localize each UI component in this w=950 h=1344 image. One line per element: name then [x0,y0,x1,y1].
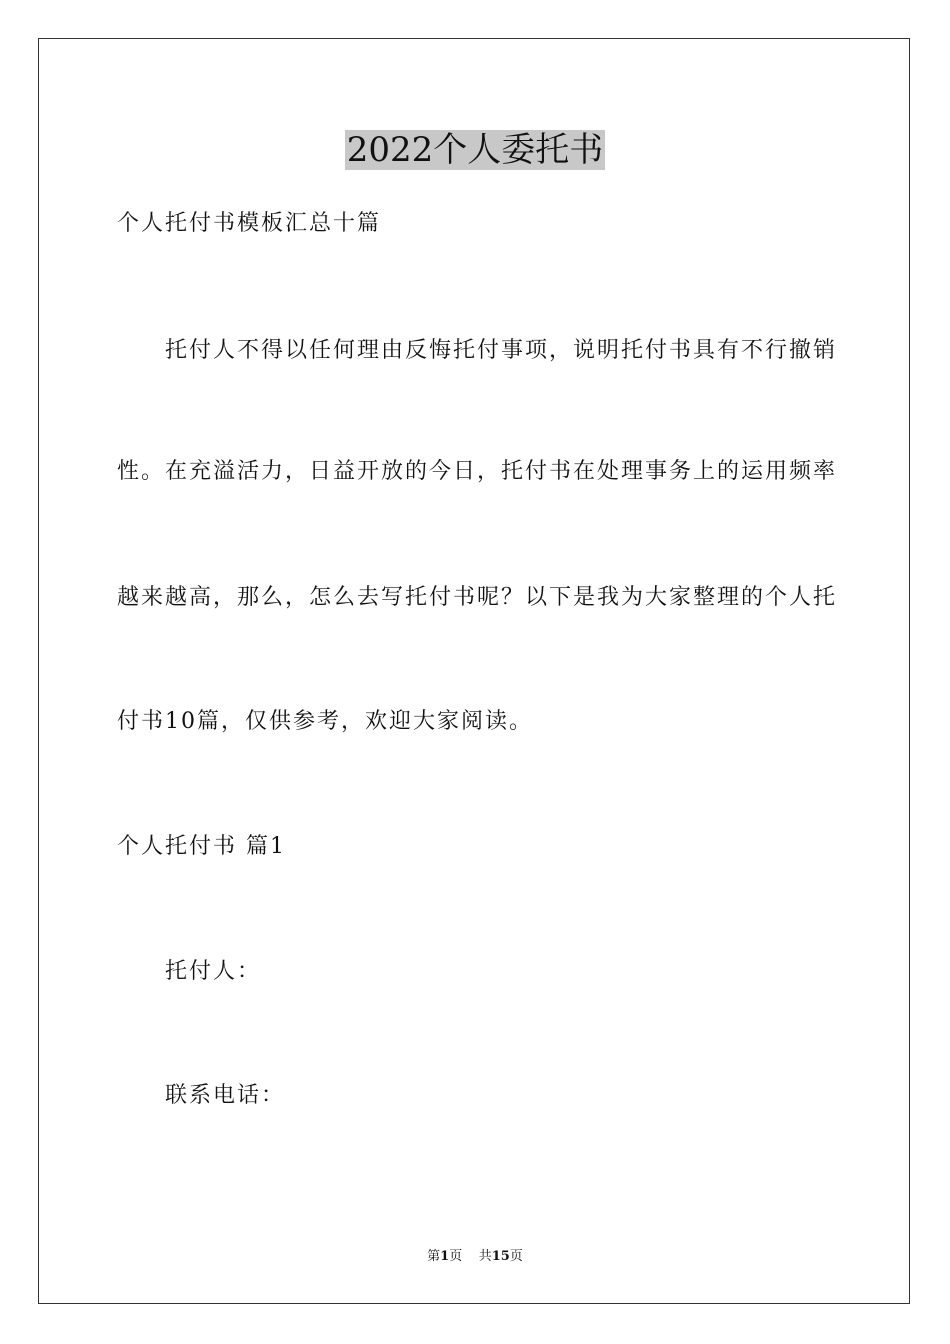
field-label-phone: 联系电话： [165,1083,286,1108]
footer-prefix: 第 [427,1249,441,1264]
document-title [0,128,950,172]
intro-line-3: 越来越高，那么，怎么去写托付书呢？以下是我为大家整理的个人托 [117,585,838,610]
footer-total-pages: 15 [491,1249,510,1264]
footer-page-number: 1 [440,1249,450,1264]
intro-line-4: 付书10篇，仅供参考，欢迎大家阅读。 [117,709,533,734]
title-text: 2022个人委托书 [346,130,604,170]
field-label-principal: 托付人： [165,959,262,984]
footer-middle: 页 共 [449,1249,492,1264]
intro-line-2: 性。在充溢活力，日益开放的今日，托付书在处理事务上的运用频率 [117,459,838,484]
page-footer [0,1248,950,1266]
section-heading: 个人托付书 篇1 [117,834,286,859]
footer-suffix: 页 [509,1249,523,1264]
intro-line-1: 托付人不得以任何理由反悔托付事项，说明托付书具有不行撤销 [165,338,838,363]
document-subtitle: 个人托付书模板汇总十篇 [117,211,382,236]
